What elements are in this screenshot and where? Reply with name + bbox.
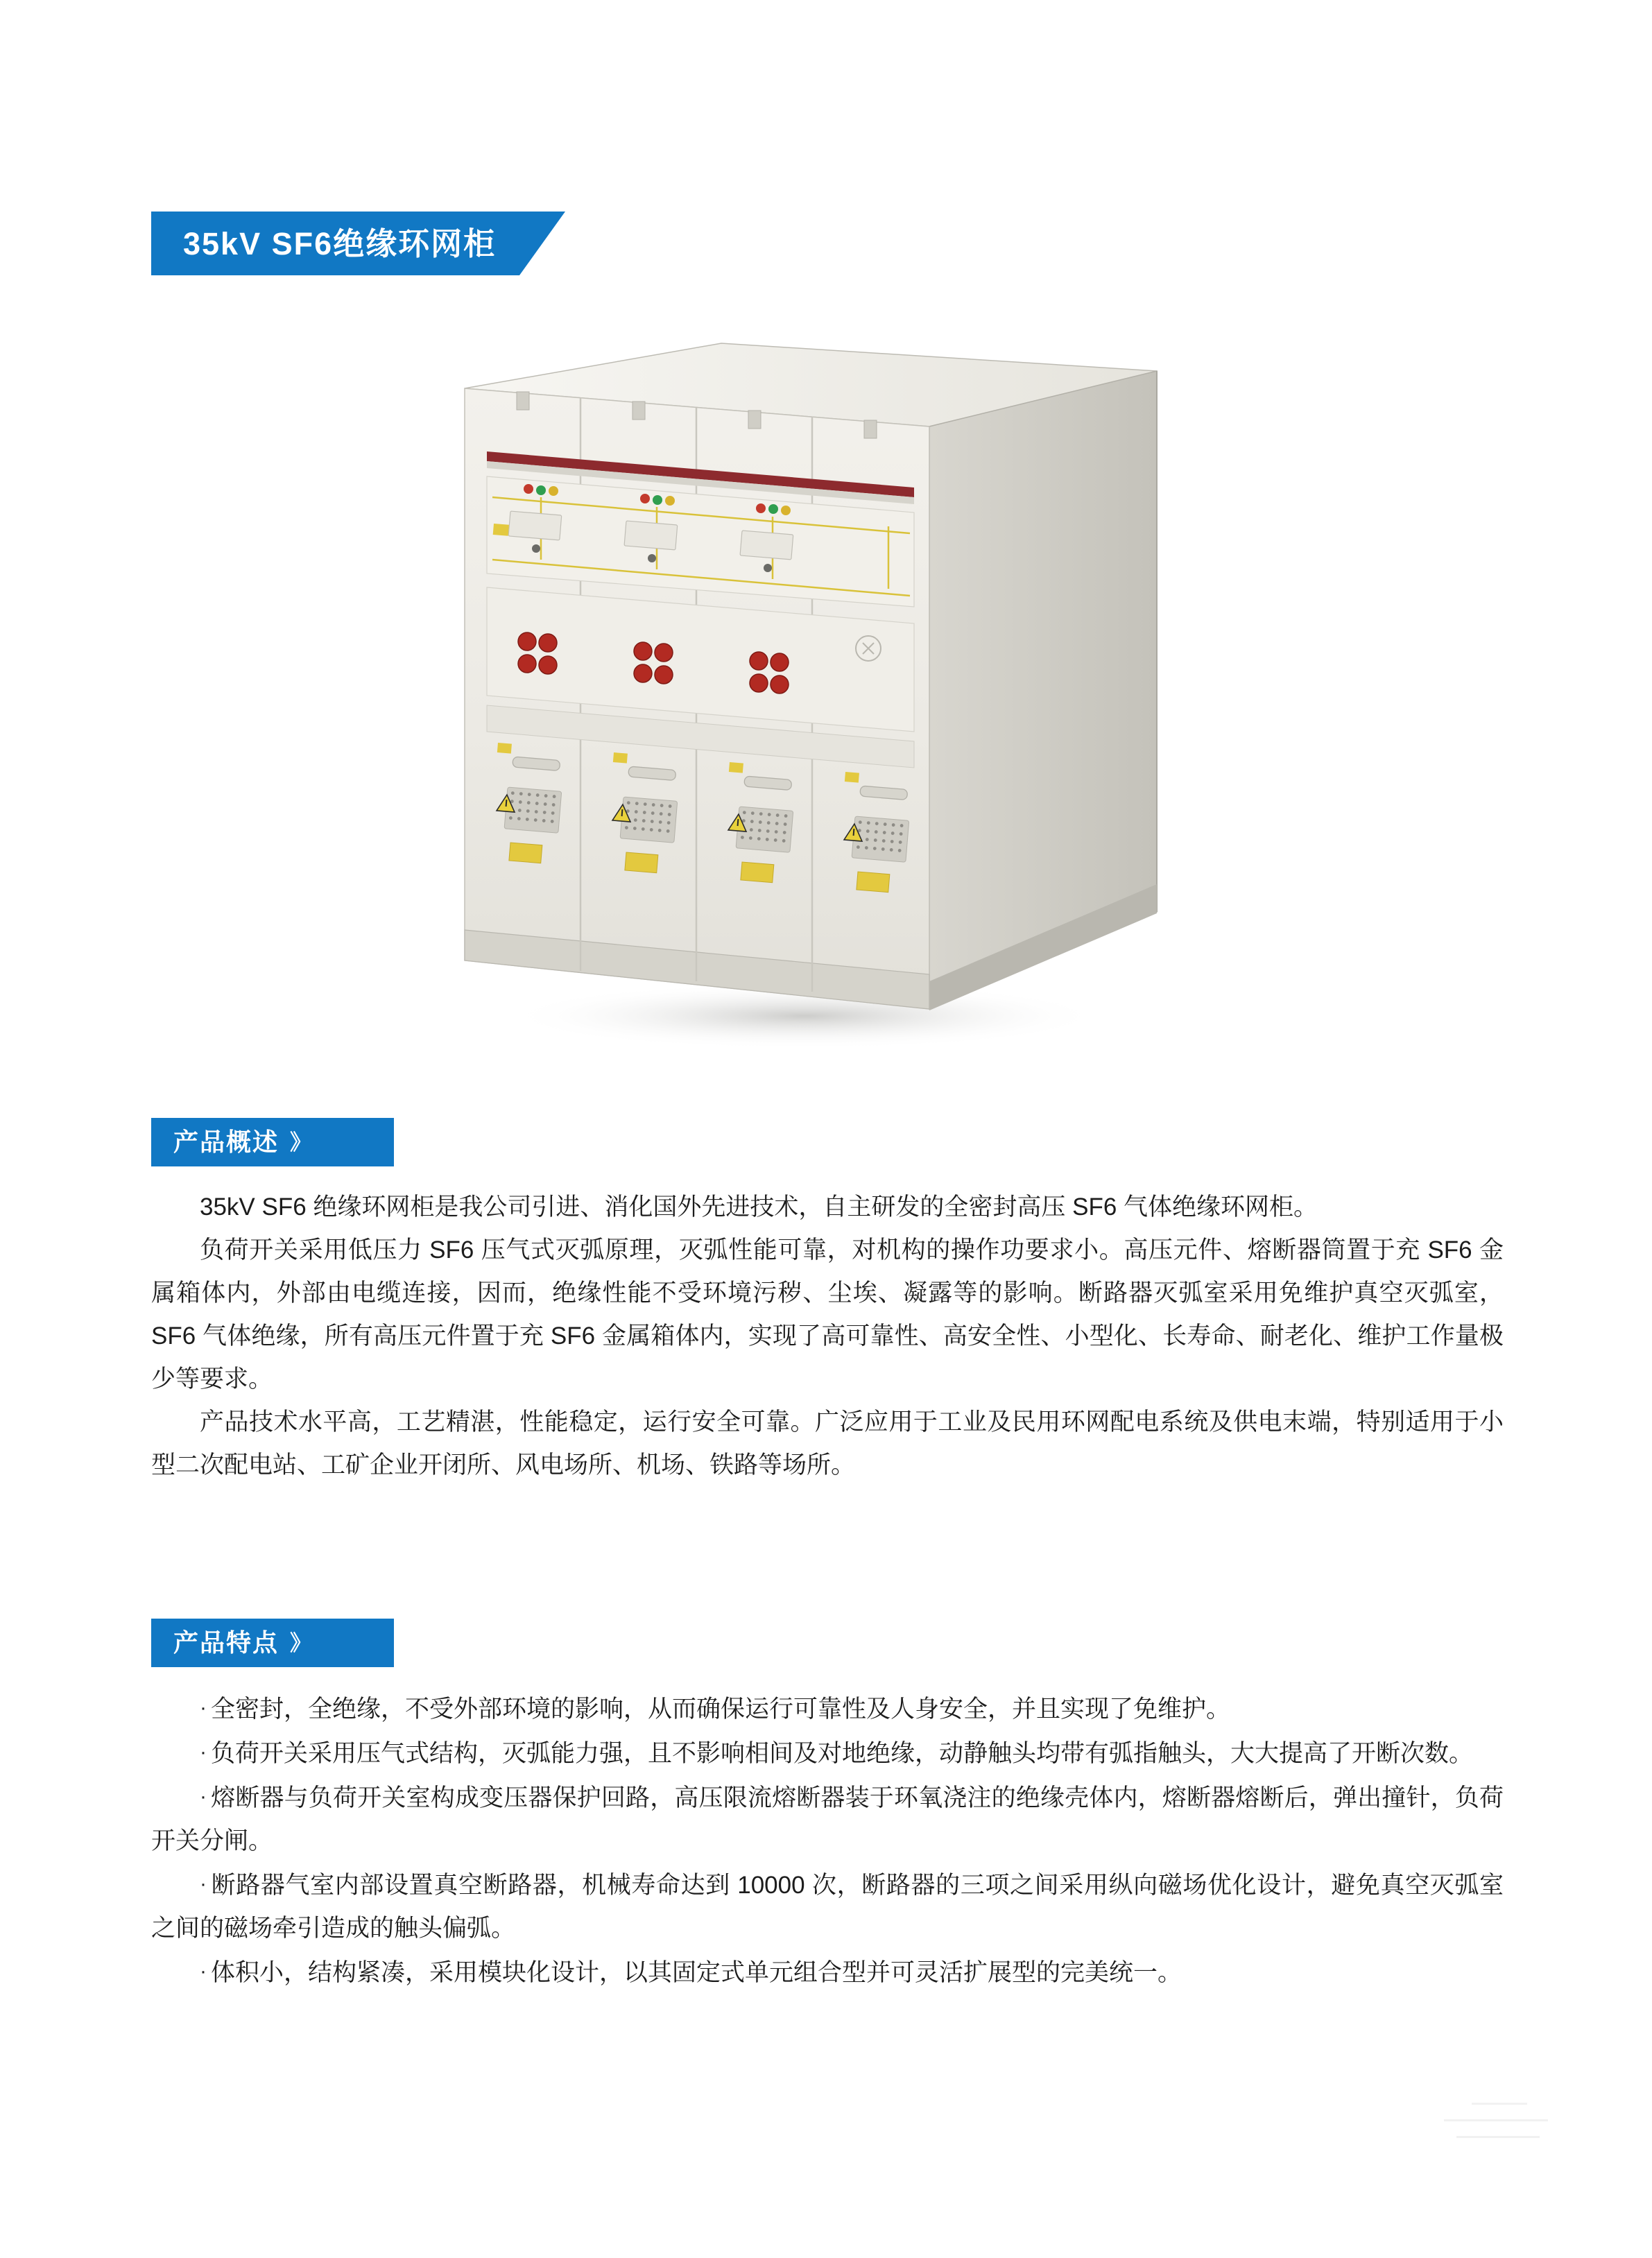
page-title-banner [151, 212, 565, 275]
chevron-right-icon: 》 [290, 1630, 312, 1655]
feature-item-text: 断路器气室内部设置真空断路器，机械寿命达到 10000 次，断路器的三项之间采用纵向磁场优化设计，避免真空灭弧室之间的磁场牵引造成的触头偏弧。 [151, 1872, 1504, 1942]
overview-paragraph-3: 产品技术水平高，工艺精湛，性能稳定，运行安全可靠。广泛应用于工业及民用环网配电系统及供电末端，特别适用于小型二次配电站、工矿企业开闭所、风电场所、机场、铁路等场所。 [151, 1408, 1504, 1479]
overview-paragraph-1: 35kV SF6 绝缘环网柜是我公司引进、消化国外先进技术，自主研发的全密封高压 SF6 气体绝缘环网柜。 [200, 1193, 1318, 1221]
feature-item-text: 全密封，全绝缘，不受外部环境的影响，从而确保运行可靠性及人身安全，并且实现了免维护。 [211, 1696, 1231, 1723]
feature-item [151, 1950, 1504, 1994]
bullet-icon: · [200, 1696, 207, 1719]
features-body [151, 1687, 1504, 1994]
page-title: 35kV SF6绝缘环网柜 [183, 225, 497, 261]
feature-item [151, 1687, 1504, 1731]
feature-item-text: 体积小，结构紧凑，采用模块化设计，以其固定式单元组合型并可灵活扩展型的完美统一。 [211, 1959, 1182, 1986]
section-heading-overview [151, 1118, 394, 1166]
bullet-icon: · [200, 1960, 207, 1983]
section-heading-features-label: 产品特点 [173, 1628, 279, 1657]
feature-item [151, 1863, 1504, 1950]
title-banner-wedge [519, 212, 565, 275]
bullet-icon: · [200, 1872, 207, 1895]
overview-body [151, 1186, 1504, 1487]
bullet-icon: · [200, 1785, 207, 1808]
feature-item [151, 1731, 1504, 1775]
switchgear-cabinet-illustration [444, 316, 1228, 1085]
feature-item-text: 熔断器与负荷开关室构成变压器保护回路，高压限流熔断器装于环氧浇注的绝缘壳体内，熔断器熔断后，弹出撞针，负荷开关分闸。 [151, 1784, 1504, 1854]
bullet-icon: · [200, 1741, 207, 1764]
chevron-right-icon: 》 [290, 1130, 312, 1155]
feature-item [151, 1775, 1504, 1863]
feature-item-text: 负荷开关采用压气式结构，灭弧能力强，且不影响相间及对地绝缘，动静触头均带有弧指触头，大大提高了开断次数。 [211, 1740, 1474, 1767]
section-heading-features [151, 1619, 394, 1667]
product-photo [444, 316, 1228, 1085]
decorative-corner-mark [1444, 2092, 1548, 2154]
section-heading-overview-label: 产品概述 [173, 1128, 279, 1156]
overview-paragraph-2: 负荷开关采用低压力 SF6 压气式灭弧原理，灭弧性能可靠，对机构的操作功要求小。高压元件、熔断器筒置于充 SF6 金属箱体内，外部由电缆连接，因而，绝缘性能不受环境污秽、尘埃、凝露等的影响。断路器灭弧室采用免维护真空灭弧室，SF6 气体绝缘，所有高压元件置于充 SF6 金属箱体内，实现了高可靠性、高安全性、小型化、长寿命、耐老化、维护工作量极少等要求。 [151, 1236, 1504, 1393]
page-title-bar [151, 212, 519, 275]
